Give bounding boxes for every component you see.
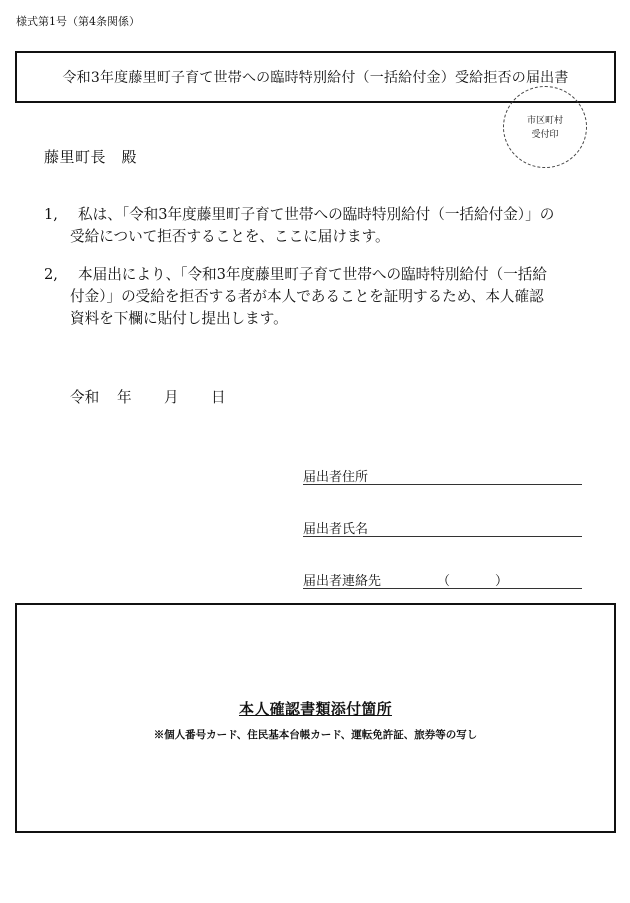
attachment-title: 本人確認書類添付箇所 (238, 700, 392, 718)
item-text (44, 204, 589, 248)
addressee: 藤里町長 殿 (44, 148, 138, 166)
stamp-label-municipality: 市区町村 (526, 116, 563, 126)
applicant-name-label: 届出者氏名 (303, 522, 369, 537)
item-line: 付金）」の受給を拒否する者が本人であることを証明するため、本人確認 (70, 288, 544, 305)
item-line: 受給について拒否することを、ここに届けます。 (70, 228, 390, 245)
form-number: 様式第1号（第4条関係） (16, 15, 140, 28)
applicant-address-label: 届出者住所 (303, 470, 369, 485)
declaration-item-2 (44, 264, 589, 330)
applicant-contact-label: 届出者連絡先 (303, 574, 382, 589)
item-line: 私は、「令和3年度藤里町子育て世帯への臨時特別給付（一括給付金）」の (78, 206, 555, 223)
contact-paren-close: ） (495, 574, 509, 589)
date-day: 日 (211, 389, 226, 406)
item-number: 2, (44, 266, 58, 283)
item-line: 資料を下欄に貼付し提出します。 (70, 310, 288, 327)
attachment-note: ※個人番号カード、住民基本台帳カード、運転免許証、旅券等の写し (153, 729, 478, 741)
document-title: 令和3年度藤里町子育て世帯への臨時特別給付（一括給付金）受給拒否の届出書 (62, 70, 569, 86)
date-year: 年 (117, 389, 132, 406)
applicant-contact-field[interactable] (303, 570, 582, 589)
date-month: 月 (164, 389, 179, 406)
applicant-name-field[interactable] (303, 518, 582, 537)
item-number: 1, (44, 206, 58, 223)
id-document-attachment-area[interactable] (15, 603, 616, 833)
declaration-item-1 (44, 204, 589, 248)
date-era: 令和 (70, 389, 100, 406)
item-line: 本届出により、「令和3年度藤里町子育て世帯への臨時特別給付（一括給 (78, 266, 547, 283)
reception-stamp-area (503, 86, 587, 168)
applicant-address-field[interactable] (303, 466, 582, 485)
item-text (44, 264, 589, 330)
stamp-label-reception: 受付印 (531, 130, 559, 140)
contact-paren-open: （ (437, 574, 451, 589)
